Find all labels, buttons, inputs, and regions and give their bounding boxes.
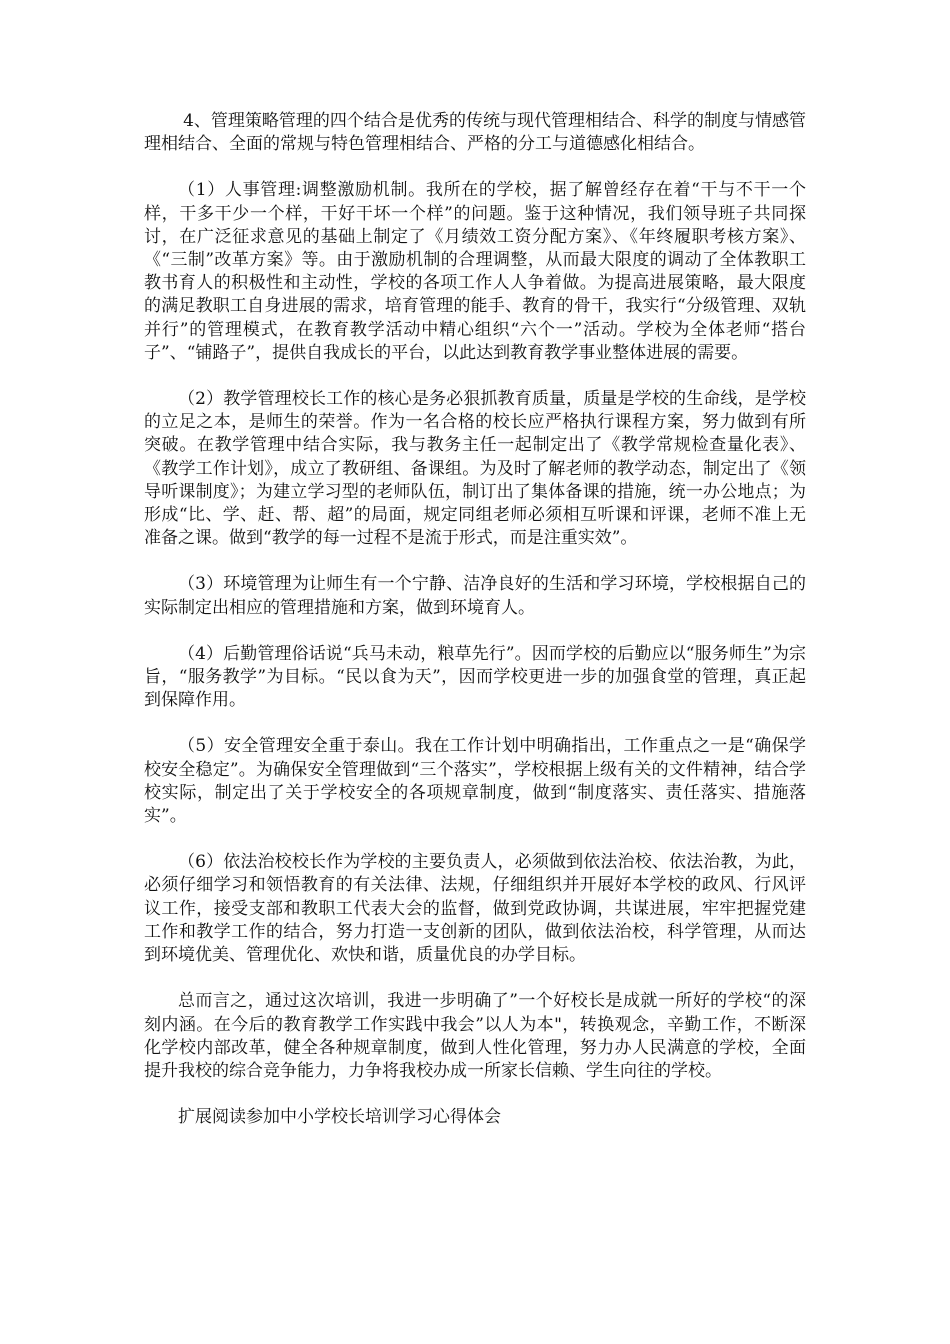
paragraph-teaching-management: （2）教学管理校长工作的核心是务必狠抓教育质量，质量是学校的生命线，是学校的立足之本，是师生的荣誉。作为一名合格的校长应严格执行课程方案，努力做到有所突破。在教学管理中结合实际，我与教务主任一起制定出了《教学常规检查量化表》、《教学工作计划》，成立了教研组、备课组。为及时了解老师的教学动态，制定出了《领导听课制度》；为建立学习型的老师队伍，制订出了集体备课的措施，统一办公地点；为形成“比、学、赶、帮、超”的局面，规定同组老师必须相互听课和评课，老师不准上无准备之课。做到“教学的每一过程不是流于形式，而是注重实效”。 [144,389,806,549]
paragraph-management-strategy: 4、管理策略管理的四个结合是优秀的传统与现代管理相结合、科学的制度与情感管理相结合、全面的常规与特色管理相结合、严格的分工与道德感化相结合。 [144,111,806,155]
paragraph-logistics-management: （4）后勤管理俗话说“兵马未动，粮草先行”。因而学校的后勤应以“服务师生”为宗旨，“服务教学”为目标。“民以食为天”，因而学校更进一步的加强食堂的管理，真正起到保障作用。 [144,643,806,711]
document-page [144,110,806,1152]
paragraph-conclusion: 总而言之，通过这次培训，我进一步明确了”一个好校长是成就一所好的学校“的深刻内涵。在今后的教育教学工作实践中我会”以人为本"，转换观念，辛勤工作，不断深化学校内部改革，健全各种规章制度，做到人性化管理，努力办人民满意的学校，全面提升我校的综合竞争能力，力争将我校办成一所家长信赖、学生向往的学校。 [144,991,806,1081]
paragraph-environment-management: （3）环境管理为让师生有一个宁静、洁净良好的生活和学习环境，学校根据自己的实际制定出相应的管理措施和方案，做到环境育人。 [144,574,806,618]
paragraph-safety-management: （5）安全管理安全重于泰山。我在工作计划中明确指出，工作重点之一是“确保学校安全稳定”。为确保安全管理做到“三个落实”，学校根据上级有关的文件精神，结合学校实际，制定出了关于学校安全的各项规章制度，做到“制度落实、责任落实、措施落实”。 [144,736,806,827]
paragraph-rule-of-law: （6）依法治校校长作为学校的主要负责人，必须做到依法治校、依法治教，为此，必须仔细学习和领悟教育的有关法律、法规，仔细组织并开展好本学校的政风、行风评议工作，接受支部和教职工代表大会的监督，做到党政协调，共谋进展，牢牢把握党建工作和教学工作的结合，努力打造一支创新的团队，做到依法治校，科学管理，从而达到环境优美、管理优化、欢快和谐，质量优良的办学目标。 [144,852,806,966]
extended-reading-heading: 扩展阅读参加中小学校长培训学习心得体会 [178,1107,501,1128]
paragraph-personnel-management: （1）人事管理:调整激励机制。我所在的学校，据了解曾经存在着“干与不干一个样，干多干少一个样，干好干坏一个样”的问题。鉴于这种情况，我们领导班子共同探讨，在广泛征求意见的基础上制定了《月绩效工资分配方案》、《年终履职考核方案》、《“三制”改革方案》等。由于激励机制的合理调整，从而最大限度的调动了全体教职工教书育人的积极性和主动性，学校的各项工作人人争着做。为提高进展策略，最大限度的满足教职工自身进展的需求，培育管理的能手、教育的骨干，我实行“分级管理、双轨并行”的管理模式，在教育教学活动中精心组织“六个一”活动。学校为全体老师“搭台子”、“铺路子”，提供自我成长的平台，以此达到教育教学事业整体进展的需要。 [144,180,806,363]
